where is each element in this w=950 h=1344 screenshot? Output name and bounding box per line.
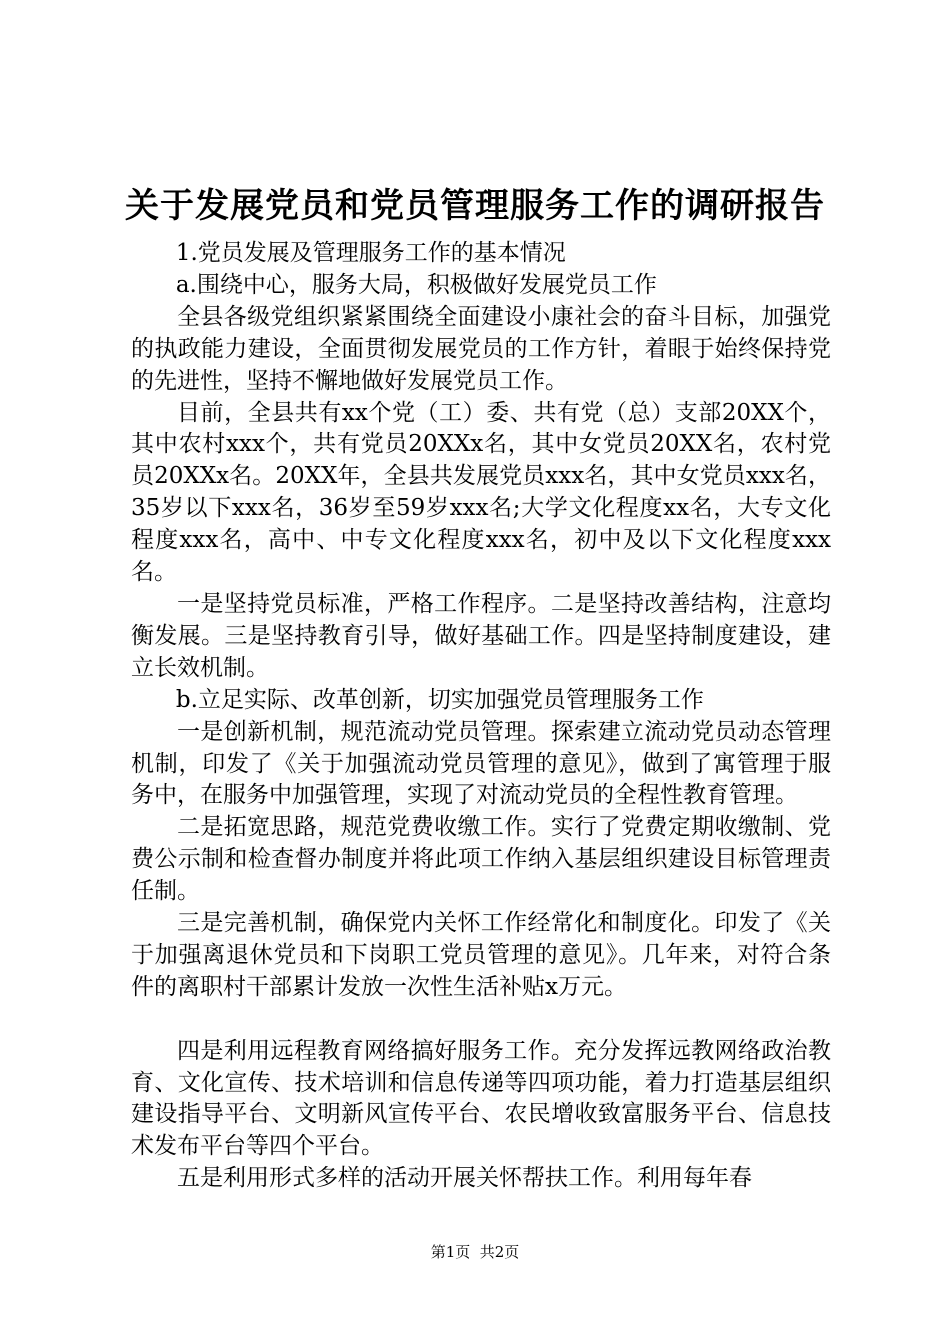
paragraph: 三是完善机制，确保党内关怀工作经常化和制度化。印发了《关于加强离退休党员和下岗职工党员管理的意见》。几年来，对符合条件的离职村干部累计发放一次性生活补贴x万元。 [131, 910, 831, 1000]
paragraph-spacer [131, 1004, 831, 1036]
paragraph-heading-1: 1.党员发展及管理服务工作的基本情况 [175, 240, 566, 266]
document-title: 关于发展党员和党员管理服务工作的调研报告 [125, 186, 825, 226]
paragraph: 二是拓宽思路，规范党费收缴工作。实行了党费定期收缴制、党费公示制和检查督办制度并将此项工作纳入基层组织建设目标管理责任制。 [131, 814, 831, 905]
document-body [131, 238, 831, 1195]
paragraph: 目前，全县共有xx个党（工）委、共有党（总）支部20XX个，其中农村xxx个，共有党员20XXx名，其中女党员20XX名，农村党员20XXx名。20XX年，全县共发展党员xxx名，其中女党员xxx名，35岁以下xxx名，36岁至59岁xxx名;大学文化程度xx名，大专文化程度xxx名，高中、中专文化程度xxx名，初中及以下文化程度xxx名。 [131, 399, 831, 586]
paragraph: 四是利用远程教育网络搞好服务工作。充分发挥远教网络政治教育、文化宣传、技术培训和信息传递等四项功能，着力打造基层组织建设指导平台、文明新风宣传平台、农民增收致富服务平台、信息技术发布平台等四个平台。 [131, 1037, 831, 1160]
paragraph-subheading-a: a.围绕中心，服务大局，积极做好发展党员工作 [175, 271, 657, 298]
paragraph-subheading-b: b.立足实际、改革创新，切实加强党员管理服务工作 [175, 686, 704, 713]
page-footer: 第1页 共2页 [430, 1243, 520, 1261]
paragraph: 一是创新机制，规范流动党员管理。探索建立流动党员动态管理机制，印发了《关于加强流动党员管理的意见》，做到了寓管理于服务中，在服务中加强管理，实现了对流动党员的全程性教育管理。 [131, 718, 831, 809]
paragraph: 一是坚持党员标准，严格工作程序。二是坚持改善结构，注意均衡发展。三是坚持教育引导，做好基础工作。四是坚持制度建设，建立长效机制。 [131, 590, 831, 681]
paragraph: 五是利用形式多样的活动开展关怀帮扶工作。利用每年春 [177, 1165, 752, 1192]
paragraph: 全县各级党组织紧紧围绕全面建设小康社会的奋斗目标，加强党的执政能力建设，全面贯彻发展党员的工作方针，着眼于始终保持党的先进性，坚持不懈地做好发展党员工作。 [131, 303, 831, 394]
